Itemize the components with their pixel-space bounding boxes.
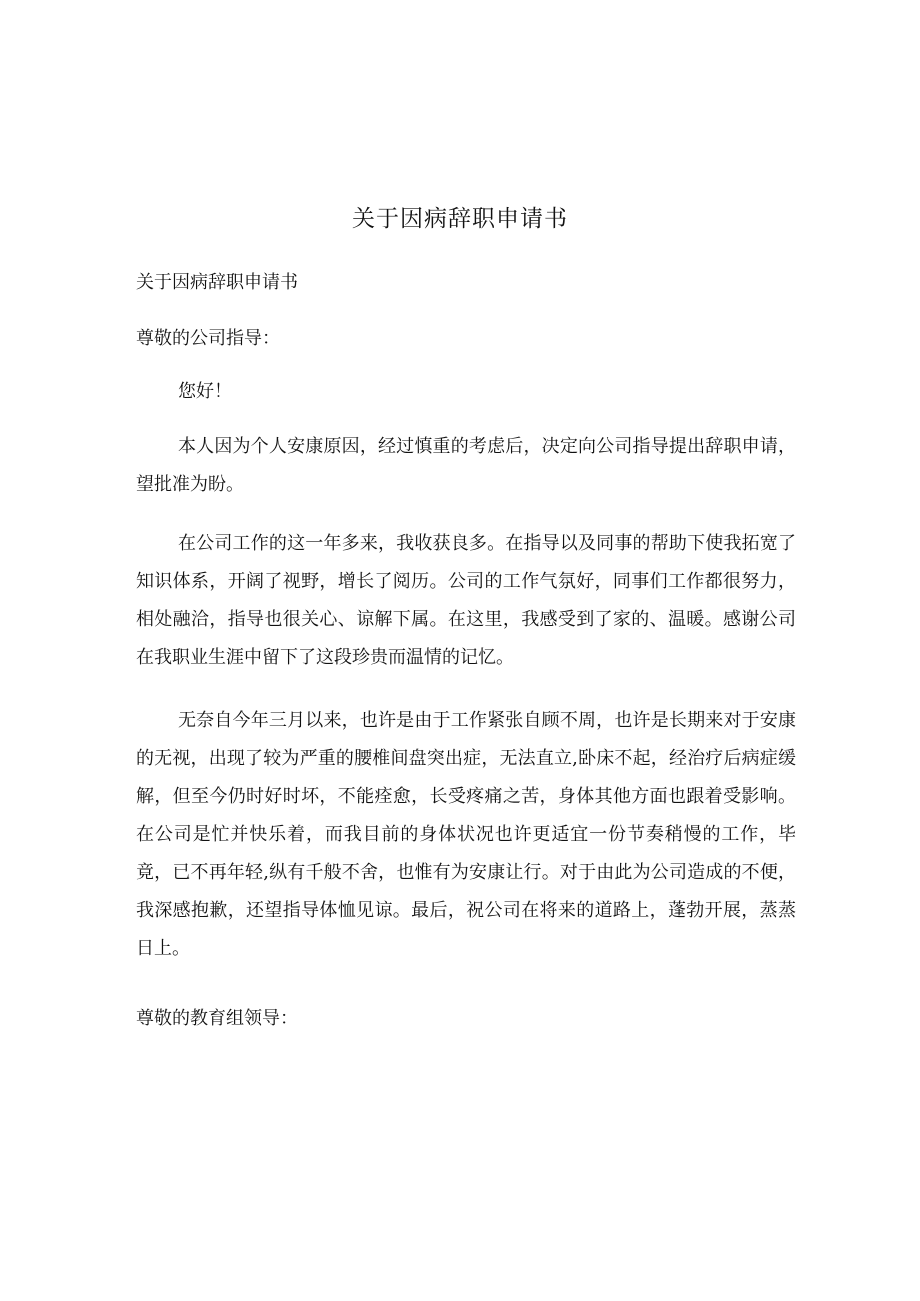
paragraph-health-reason: 无奈自今年三月以来，也许是由于工作紧张自顾不周，也许是长期来对于安康的无视，出现了较为严重的腰椎间盘突出症，无法直立,卧床不起，经治疗后病症缓解，但至今仍时好时坏，不能痊愈，长受疼痛之苦，身体其他方面也跟着受影响。在公司是忙并快乐着，而我目前的身体状况也许更适宜一份节奏稍慢的工作，毕竟，已不再年轻,纵有千般不舍，也惟有为安康让行。对于由此为公司造成的不便，我深感抱歉，还望指导体恤见谅。最后，祝公司在将来的道路上，蓬勃开展，蒸蒸日上。 <box>136 710 796 959</box>
paragraph-resignation-request: 本人因为个人安康原因，经过慎重的考虑后，决定向公司指导提出辞职申请，望批准为盼。 <box>136 436 796 495</box>
salutation: 尊敬的公司指导： <box>136 328 280 349</box>
document-title: 关于因病辞职申请书 <box>352 206 568 232</box>
closing-salutation: 尊敬的教育组领导： <box>136 1008 298 1029</box>
paragraph-gratitude: 在公司工作的这一年多来，我收获良多。在指导以及同事的帮助下使我拓宽了知识体系，开阔了视野，增长了阅历。公司的工作气氛好，同事们工作都很努力，相处融洽，指导也很关心、谅解下属。在这里，我感受到了家的、温暖。感谢公司在我职业生涯中留下了这段珍贵而温情的记忆。 <box>136 533 796 668</box>
greeting: 您好！ <box>178 381 232 402</box>
document-subtitle: 关于因病辞职申请书 <box>136 272 298 293</box>
